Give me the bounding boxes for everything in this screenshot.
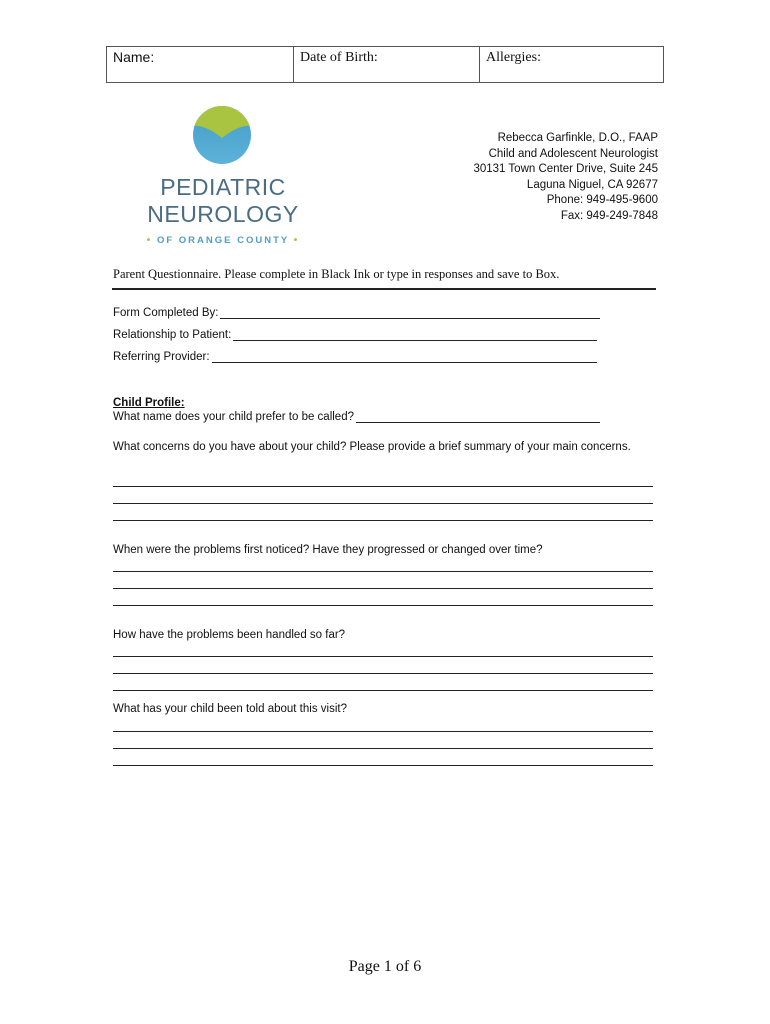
clinic-address (473, 131, 658, 225)
relationship-label: Relationship to Patient: (113, 329, 232, 341)
noticed-answer-line[interactable] (113, 605, 653, 606)
child-profile-heading-text: Child Profile (113, 397, 181, 409)
completed-by-input[interactable] (220, 306, 600, 319)
page-number: Page 1 of 6 (348, 958, 422, 975)
logo-line-neurology: NEUROLOGY (147, 201, 299, 227)
noticed-answer-line[interactable] (113, 588, 653, 589)
patient-info-table (106, 46, 664, 83)
told-answer-line[interactable] (113, 748, 653, 749)
noticed-answer-line[interactable] (113, 571, 653, 572)
relationship-input[interactable] (233, 328, 597, 341)
doctor-name: Rebecca Garfinkle, D.O., FAAP (497, 132, 658, 144)
allergies-cell[interactable] (479, 47, 663, 82)
handled-answer-line[interactable] (113, 656, 653, 657)
handled-answer-line[interactable] (113, 690, 653, 691)
preferred-name-question: What name does your child prefer to be called? (113, 411, 354, 423)
dob-cell[interactable] (293, 47, 479, 82)
concerns-answer-line[interactable] (113, 503, 653, 504)
bullet-icon: • (293, 235, 300, 246)
dob-label: Date of Birth: (300, 50, 378, 65)
concerns-answer-line[interactable] (113, 486, 653, 487)
handled-question: How have the problems been handled so far? (113, 629, 346, 641)
handled-answer-line[interactable] (113, 673, 653, 674)
allergies-label: Allergies: (486, 50, 541, 65)
form-instructions: Parent Questionnaire. Please complete in Black Ink or type in responses and save to Box. (113, 267, 560, 281)
told-answer-line[interactable] (113, 731, 653, 732)
phone-number: Phone: 949-495-9600 (546, 194, 658, 207)
child-profile-heading (113, 397, 185, 409)
fax-number: Fax: 949-249-7848 (560, 209, 658, 222)
brain-circle-icon (191, 104, 253, 166)
referring-provider-input[interactable] (212, 350, 597, 363)
divider (112, 288, 656, 290)
concerns-question: What concerns do you have about your child? Please provide a brief summary of your main concerns. (113, 441, 631, 453)
told-answer-line[interactable] (113, 765, 653, 766)
clinic-logo (128, 104, 318, 250)
city-state-zip: Laguna Niguel, CA 92677 (526, 178, 658, 191)
relationship-field (113, 328, 597, 341)
completed-by-label: Form Completed By: (113, 307, 219, 319)
bullet-icon: • (146, 235, 153, 246)
logo-line-pediatric: PEDIATRIC (160, 174, 286, 200)
referring-provider-label: Referring Provider: (113, 351, 210, 363)
logo-line-orange-county (128, 235, 318, 246)
noticed-question: When were the problems first noticed? Have they progressed or changed over time? (113, 544, 543, 556)
street-address: 30131 Town Center Drive, Suite 245 (473, 163, 658, 176)
doctor-title: Child and Adolescent Neurologist (488, 147, 658, 160)
name-cell[interactable] (107, 47, 293, 82)
told-question: What has your child been told about this visit? (113, 703, 347, 715)
preferred-name-field (113, 410, 600, 423)
referring-provider-field (113, 350, 597, 363)
completed-by-field (113, 306, 600, 319)
logo-county-text: OF ORANGE COUNTY (156, 235, 290, 246)
name-label: Name: (113, 49, 155, 65)
preferred-name-input[interactable] (356, 410, 600, 423)
concerns-answer-line[interactable] (113, 520, 653, 521)
child-profile-heading-colon: : (180, 397, 185, 409)
